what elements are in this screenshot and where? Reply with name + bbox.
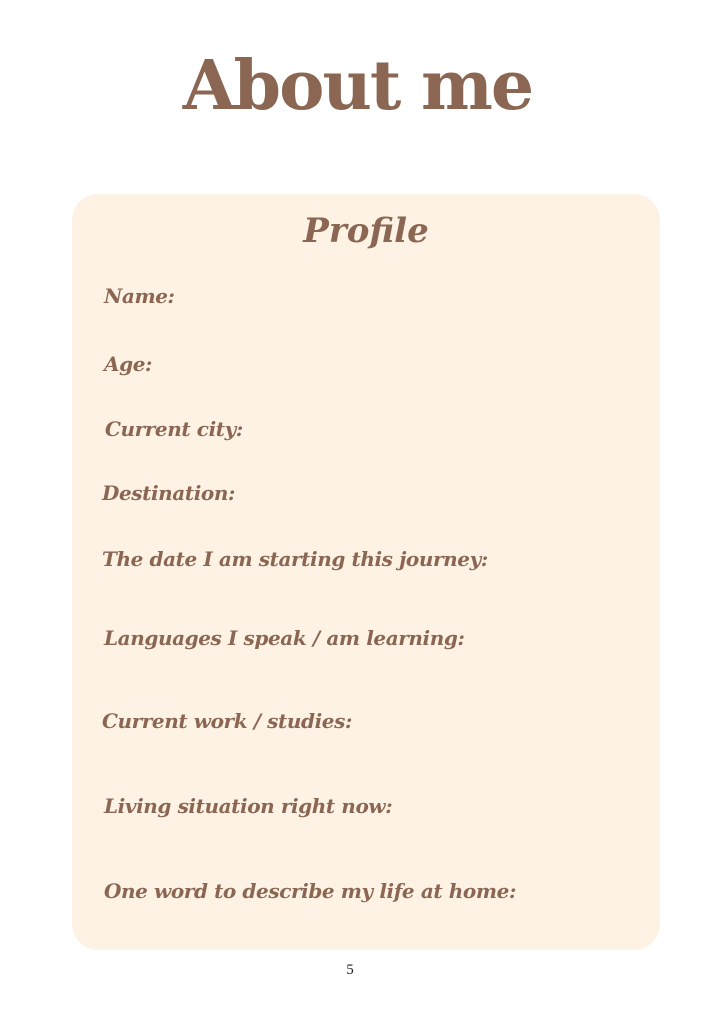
page-title: About me bbox=[182, 46, 533, 126]
page-number: 5 bbox=[346, 962, 354, 978]
field-destination-label: Destination: bbox=[102, 481, 235, 505]
field-current-city-label: Current city: bbox=[105, 417, 243, 441]
profile-card bbox=[72, 194, 660, 950]
field-living-situation-label: Living situation right now: bbox=[104, 794, 393, 818]
field-one-word-label: One word to describe my life at home: bbox=[104, 879, 516, 903]
field-work-studies-label: Current work / studies: bbox=[102, 709, 352, 733]
field-languages-label: Languages I speak / am learning: bbox=[104, 626, 465, 650]
field-age-label: Age: bbox=[104, 352, 153, 376]
field-start-date-label: The date I am starting this journey: bbox=[102, 547, 488, 571]
field-name-label: Name: bbox=[104, 284, 175, 308]
profile-heading: Profile bbox=[303, 211, 429, 251]
